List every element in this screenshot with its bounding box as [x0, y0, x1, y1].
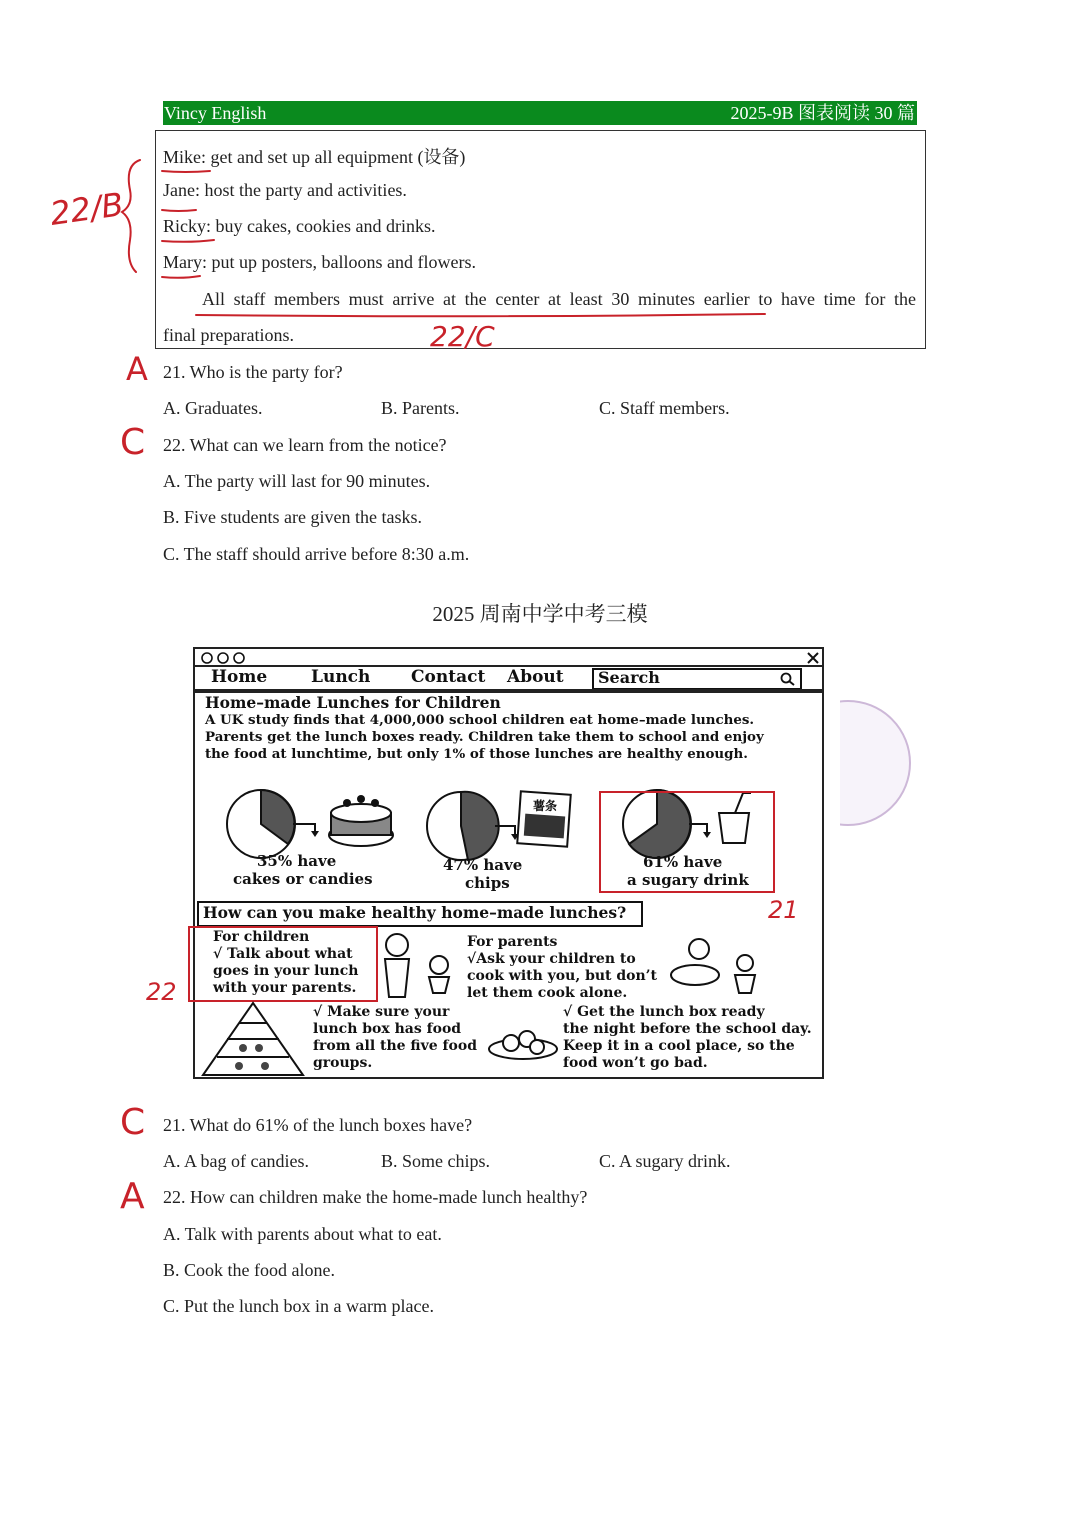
stat-chips-1: 47% have [443, 856, 523, 874]
question-banner-text: How can you make healthy home–made lunches? [203, 903, 627, 922]
notice-line-mary: Mary: put up posters, balloons and flowers. [163, 252, 476, 272]
ill-intro-3: the food at lunchtime, but only 1% of those lunches are healthy enough. [205, 746, 748, 762]
answer-mark-22b: A [120, 1176, 145, 1217]
notice-paragraph: All staff members must arrive at the center at least 30 minutes earlier to have time for the [202, 289, 916, 309]
option-21-c: C. Staff members. [599, 398, 730, 418]
bread-plate-icon [487, 1027, 559, 1061]
underline-staff [196, 314, 765, 316]
question-banner [197, 901, 643, 927]
question-21: 21. Who is the party for? [163, 362, 343, 382]
parents-line-3: let them cook alone. [467, 985, 628, 1001]
notice-line-jane: Jane: host the party and activities. [163, 180, 407, 200]
children-line-3: with your parents. [213, 980, 357, 996]
annotation-22: 22 [146, 978, 177, 1006]
underline-mike [162, 171, 210, 172]
notice-paragraph-end: final preparations. [163, 325, 294, 345]
question-22b: 22. How can children make the home-made lunch healthy? [163, 1187, 588, 1207]
pie-chips-icon [423, 789, 583, 863]
section-title: 2025 周南中学中考三模 [432, 602, 648, 626]
nav-contact: Contact [411, 667, 486, 687]
notice-line-ricky: Ricky: buy cakes, cookies and drinks. [163, 216, 436, 236]
close-icon [806, 651, 820, 665]
stat-cakes-1: 35% have [257, 852, 337, 870]
stat-cakes-2: cakes or candies [233, 870, 373, 888]
parents-line-1: √Ask your children to [467, 951, 636, 967]
option-21b-b: B. Some chips. [381, 1151, 491, 1171]
nav-lunch: Lunch [311, 667, 371, 687]
option-22b-c: C. Put the lunch box in a warm place. [163, 1296, 434, 1316]
option-21b-c: C. A sugary drink. [599, 1151, 731, 1171]
ill-title: Home–made Lunches for Children [205, 693, 501, 712]
underline-mary [162, 276, 200, 278]
option-22b-a: A. Talk with parents about what to eat. [163, 1224, 442, 1244]
food-pyramid-icon [199, 999, 307, 1079]
question-22: 22. What can we learn from the notice? [163, 435, 447, 455]
annotation-22b: 22/B [47, 185, 126, 233]
nav-home: Home [211, 667, 268, 687]
parents-line-2: cook with you, but don’t [467, 968, 658, 984]
search-box [592, 668, 802, 690]
option-21-b: B. Parents. [381, 398, 460, 418]
children-title: For children [213, 929, 310, 945]
search-icon [780, 672, 796, 686]
option-22-a: A. The party will last for 90 minutes. [163, 471, 431, 491]
ill-intro-1: A UK study finds that 4,000,000 school children eat home–made lunches. [205, 712, 755, 728]
window-dots-icon [199, 651, 259, 665]
notice-line-mike: Mike: get and set up all equipment (设备) [163, 147, 466, 167]
underline-ricky [162, 240, 214, 242]
food-line-1: √ Make sure your [313, 1004, 450, 1020]
watermark-icon [840, 700, 920, 830]
option-21-a: A. Graduates. [163, 398, 263, 418]
answer-mark-22: C [120, 422, 146, 463]
parent-child-icon [375, 931, 467, 1001]
cooking-icon [655, 935, 775, 1001]
lunch-webpage-illustration [193, 647, 824, 1079]
search-label: Search [598, 668, 660, 687]
annotation-22c: 22/C [430, 320, 495, 353]
option-22b-b: B. Cook the food alone. [163, 1260, 335, 1280]
ready-line-4: food won’t go bad. [563, 1055, 708, 1071]
underline-jane [162, 210, 196, 211]
pie-cakes-icon [223, 789, 401, 859]
option-22-c: C. The staff should arrive before 8:30 a.m. [163, 544, 470, 564]
nav-about: About [507, 667, 564, 687]
food-line-2: lunch box has food [313, 1021, 462, 1037]
ready-line-2: the night before the school day. [563, 1021, 812, 1037]
question-21b: 21. What do 61% of the lunch boxes have? [163, 1115, 473, 1135]
stat-chips-2: chips [465, 874, 510, 892]
highlight-box-children [188, 926, 378, 1002]
answer-mark-21: A [126, 350, 148, 388]
header-left: Vincy English [164, 103, 267, 123]
ill-intro-2: Parents get the lunch boxes ready. Children take them to school and enjoy [205, 729, 764, 745]
handwritten-markup [0, 0, 1080, 600]
stat-drink-1: 61% have [643, 853, 723, 871]
food-line-3: from all the five food [313, 1038, 478, 1054]
annotation-21: 21 [768, 896, 799, 924]
chips-bag-label: 薯条 [533, 799, 558, 813]
header-right: 2025-9B 图表阅读 30 篇 [730, 103, 915, 123]
option-21b-a: A. A bag of candies. [163, 1151, 309, 1171]
parents-title: For parents [467, 934, 558, 950]
children-line-1: √ Talk about what [213, 946, 353, 962]
option-22-b: B. Five students are given the tasks. [163, 507, 422, 527]
stat-drink-2: a sugary drink [627, 871, 749, 889]
food-line-4: groups. [313, 1055, 373, 1071]
highlight-box-61 [599, 791, 775, 893]
answer-mark-21b: C [120, 1102, 146, 1143]
children-line-2: goes in your lunch [213, 963, 359, 979]
ready-line-3: Keep it in a cool place, so the [563, 1038, 795, 1054]
ready-line-1: √ Get the lunch box ready [563, 1004, 765, 1020]
